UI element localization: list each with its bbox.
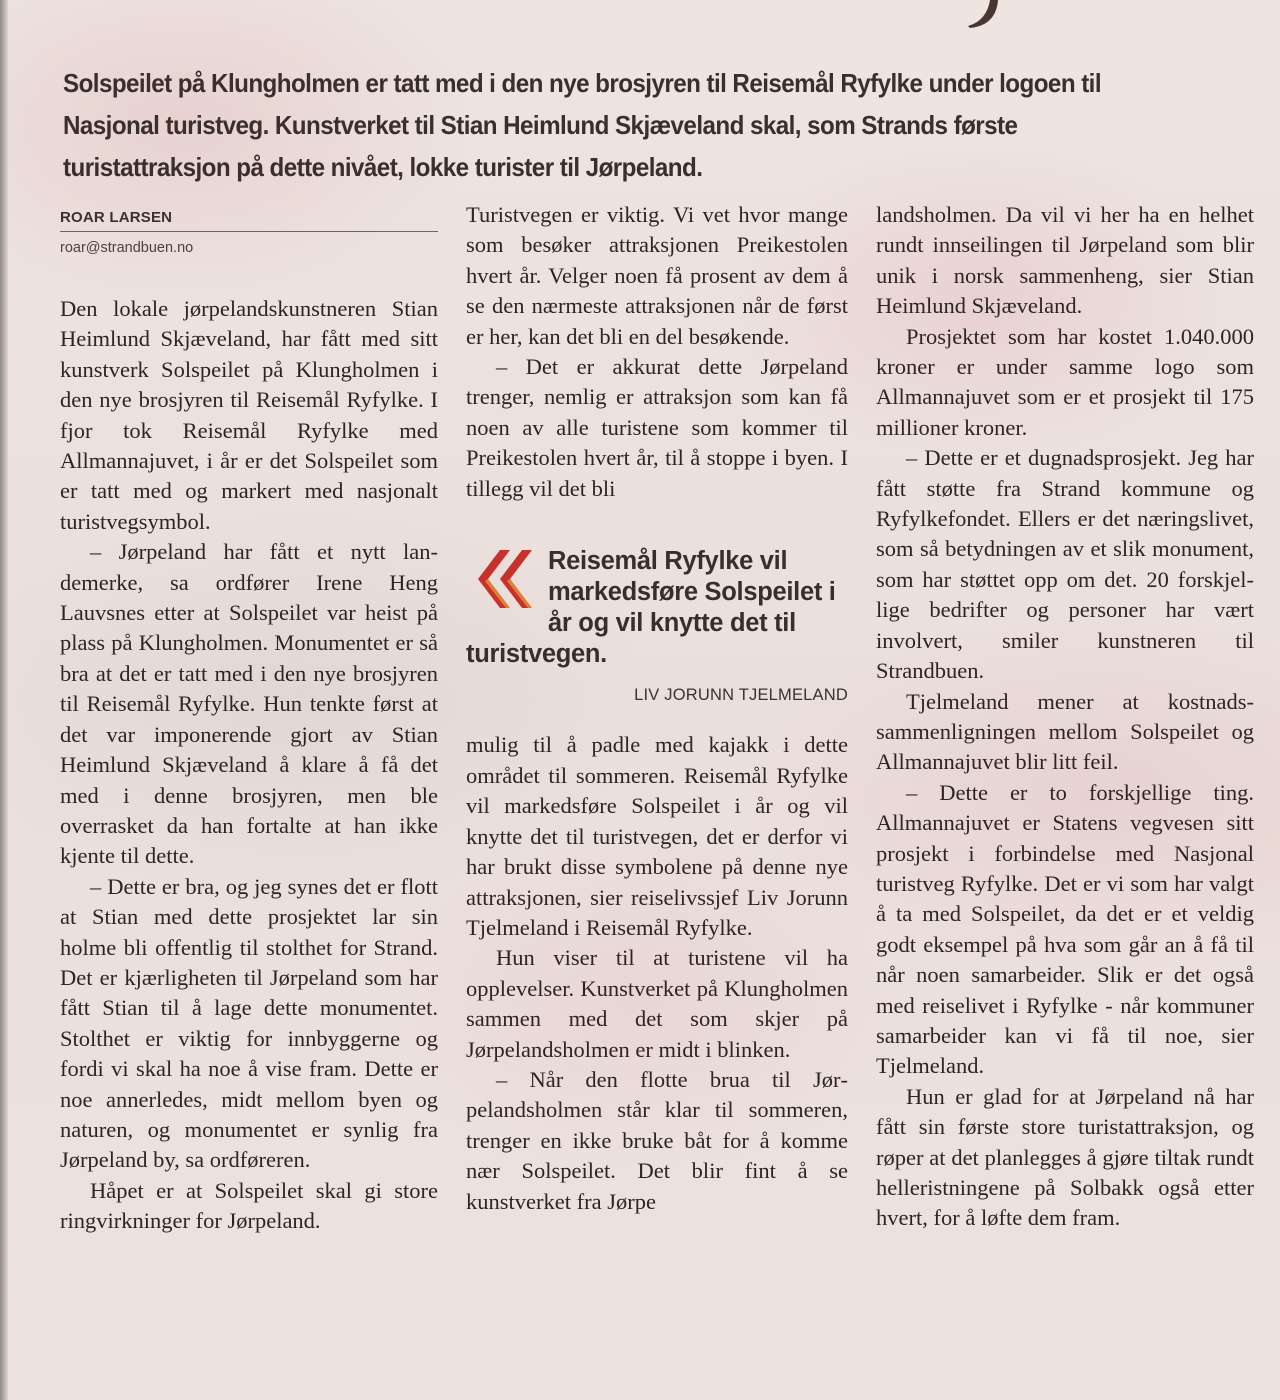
body-paragraph: – Jørpeland har fått et nytt landemerke, sa ordfører Irene Heng Lauvsnes etter at Solspeilet var heist på plass på Klungholmen. Monumentet er så bra at det er tatt med i den nye brosjyren til Reisemål Ryfylke. Hun tenkte først at det var imponerende gjort av Stian Heimlund Skjæveland å klare å få det med i denne brosjyren, men ble overrasket da han fortalte at han ikke kjente til dette. <box>60 539 438 869</box>
body-paragraph: Håpet er at Solspeilet skal gi store ringvirkninger for Jørpeland. <box>60 1177 438 1234</box>
author-byline: ROAR LARSEN <box>60 209 438 232</box>
body-paragraph: Den lokale jørpelandskunstneren Stian Heimlund Skjæveland, har fått med sitt kunstverk Solspeilet på Klungholmen i den nye brosjyren til Reisemål Ryfylke. I fjor tok Reisemål Ryfylke med Allmannajuvet, i år er det Solspeilet som er tatt med og markert med nasjonalt turistvegsymbol. <box>60 296 438 534</box>
article-column-2 <box>466 200 848 1217</box>
body-paragraph: mulig til å padle med kajakk i dette området til sommeren. Reisemål Ryfylke vil markedsføre Solspeilet i år og vil knytte det til turistvegen, det er derfor vi har brukt disse symbolene på denne nye attraksjonen, sier reiselivssjef Liv Jorunn Tjelmeland i Reisemål Ryfylke. <box>466 732 848 940</box>
scan-edge <box>0 0 8 1400</box>
pull-quote-source: LIV JORUNN TJELMELAND <box>634 686 848 705</box>
pull-quote-text: Reisemål Ryfylke vil markedsføre Solspeilet i år og vil knytte det til turistvegen. <box>466 547 836 669</box>
body-paragraph: Tjelmeland mener at kostnadssammenligningen mellom Solspeilet og Allmannajuvet blir litt feil. <box>876 688 1254 775</box>
body-paragraph: Hun viser til at turistene vil ha opplevelser. Kunstverket på Klungholmen sammen med det som skjer på Jørpelandsholmen er midt i blinken. <box>466 945 848 1062</box>
body-paragraph: Turistvegen er viktig. Vi vet hvor mange som besøker attraksjonen Preikestolen hvert år. Velger noen få prosent av dem å se den nærmeste attraksjonen når de først er her, kan det bli en del besøkende. <box>466 202 848 349</box>
body-paragraph: Prosjektet som har kostet 1.040.000 kroner er under samme logo som Allmannajuvet som er et prosjekt til 175 millioner kroner. <box>876 323 1254 440</box>
pull-quote <box>466 546 848 710</box>
article-column-1 <box>60 200 438 1237</box>
body-paragraph: – Dette er to forskjellige ting. Allmannajuvet er Statens vegvesen sitt prosjekt i forbindelse med Nasjonal turistveg Ryfylke. Det er vi som har valgt å ta med Solspeilet, da det er et veldig godt eksempel på hva som går an å få til når noen samarbeider. Slik er det også med reiselivet i Ryfylke - når kommuner samarbeider kan vi få til noe, sier Tjelmeland. <box>876 779 1254 1079</box>
author-email[interactable]: roar@strandbuen.no <box>60 240 194 256</box>
body-paragraph: – Det er akkurat dette Jørpeland trenger, nemlig er attraksjon som kan få noen av alle turistene som kommer til Preikestolen hvert år, til å stoppe i byen. I tillegg vil det bli <box>466 354 848 501</box>
body-paragraph: landsholmen. Da vil vi her ha en helhet rundt innseilingen til Jørpeland som blir unik i norsk sammenheng, sier Stian Heimlund Skjæveland. <box>876 202 1254 319</box>
article-column-3 <box>876 200 1254 1234</box>
article-lead: Solspeilet på Klungholmen er tatt med i den nye brosjyren til Reisemål Ryfylke under logoen til Nasjonal turistveg. Kunstverket til Stian Heimlund Skjæveland skal, som Strands første turistattraksjon på dette nivået, lokke turister til Jørpeland. <box>63 68 1102 182</box>
headline-letter-fragment <box>968 0 998 32</box>
body-paragraph: – Dette er bra, og jeg synes det er flott at Stian med dette prosjektet lar sin holme bli offentlig til stolthet for Strand. Det er kjærligheten til Jørpeland som har fått Stian til å lage dette monumentet. Stolthet er viktig for innbyggerne og fordi vi skal ha noe å vise fram. Dette er noe annerledes, midt mellom byen og naturen, og monumentet er synlig fra Jørpeland by, sa ordføreren. <box>60 873 438 1173</box>
body-paragraph: – Når den flotte brua til Jørpelandsholmen står klar til sommeren, trenger en ikke bruke båt for å komme nær Solspeilet. Det blir fint å se kunstverket fra Jørpe <box>466 1066 848 1214</box>
body-paragraph: Hun er glad for at Jørpeland nå har fått sin første store turistattraksjon, og røper at det planlegges å gjøre tiltak rundt helleristningene på Solbakk også etter hvert, for å løfte dem fram. <box>876 1083 1254 1231</box>
double-chevron-left-icon <box>472 548 542 610</box>
body-paragraph: – Dette er et dugnadsprosjekt. Jeg har fått støtte fra Strand kommune og Ryfylkefondet. Ellers er det næringslivet, som så betydningen av et slik monument, som har støttet opp om det. 20 forskjellige bedrifter og personer har vært involvert, smiler kunstneren til Strandbuen. <box>876 445 1254 684</box>
